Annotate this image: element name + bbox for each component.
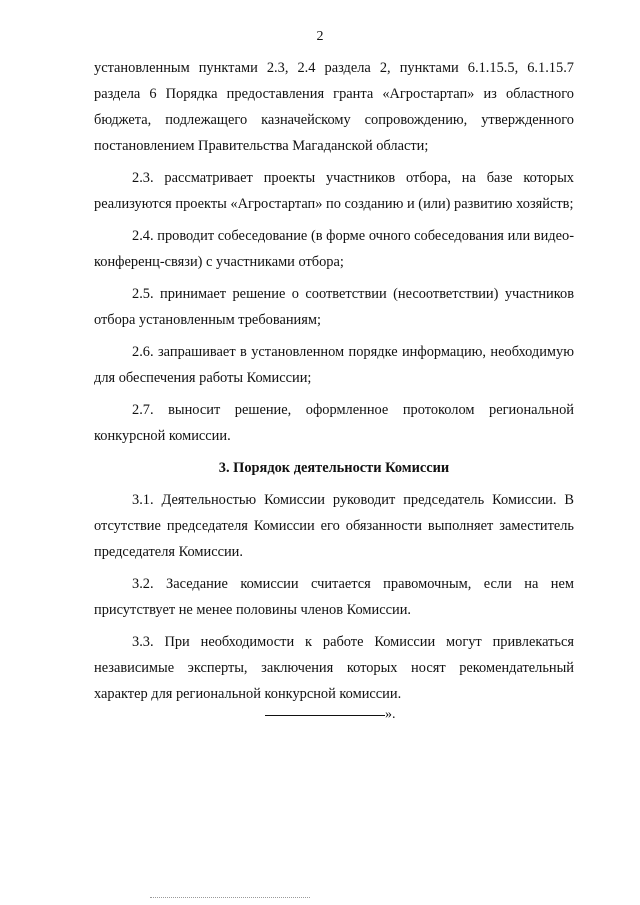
paragraph-2-7: 2.7. выносит решение, оформленное протоколом региональной конкурсной комиссии. (94, 402, 574, 444)
paragraph-2-3: 2.3. рассматривает проекты участников отбора, на базе которых реализуются проекты «Агростартап» по созданию и (или) развитию хозяйств; (94, 170, 574, 212)
paragraph-3-1: 3.1. Деятельностью Комиссии руководит председатель Комиссии. В отсутствие председателя Комиссии его обязанности выполняет заместитель председателя Комиссии. (94, 492, 574, 560)
document-body (94, 55, 574, 713)
signature-rule (265, 715, 385, 716)
scan-artifact (150, 896, 310, 898)
paragraph-2-6: 2.6. запрашивает в установленном порядке информацию, необходимую для обеспечения работы Комиссии; (94, 344, 574, 386)
section-heading: 3. Порядок деятельности Комиссии (218, 460, 450, 476)
closing-quote: ». (385, 707, 396, 722)
paragraph-3-2: 3.2. Заседание комиссии считается правомочным, если на нем присутствует не менее половины членов Комиссии. (94, 576, 574, 618)
paragraph-2-5: 2.5. принимает решение о соответствии (несоответствии) участников отбора установленным требованиям; (94, 286, 574, 328)
page-number: 2 (316, 29, 324, 44)
paragraph-continuation: установленным пунктами 2.3, 2.4 раздела 2, пунктами 6.1.15.5, 6.1.15.7 раздела 6 Порядка предоставления гранта «Агростартап» из областного бюджета, подлежащего казначейскому сопровождению, утвержденного постановлением Правительства Магаданской области; (94, 60, 574, 154)
paragraph-3-3: 3.3. При необходимости к работе Комиссии могут привлекаться независимые эксперты, заключения которых носят рекомендательный характер для региональной конкурсной комиссии. (94, 634, 574, 702)
closing-mark (265, 707, 396, 723)
paragraph-2-4: 2.4. проводит собеседование (в форме очного собеседования или видео-конференц-связи) с участниками отбора; (94, 228, 574, 270)
